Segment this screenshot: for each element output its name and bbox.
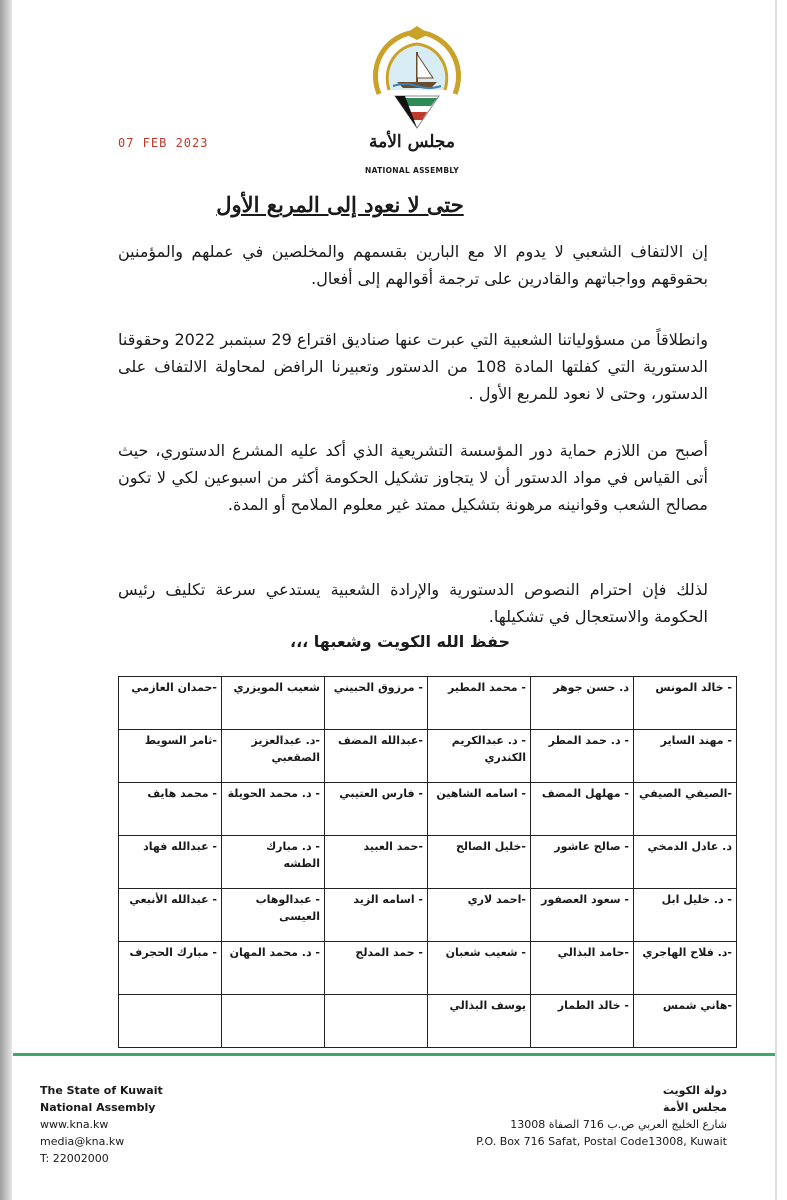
paragraph-1: إن الالتفاف الشعبي لا يدوم الا مع البارين بقسمهم والمخلصين في عملهم والمؤمنين بحقوقهم وواجباتهم والقادرين على ترجمة أقوالهم إلى أفعال. xyxy=(118,242,708,288)
signer-cell: - د. عبدالكريم الكندري xyxy=(428,730,531,783)
signer-cell: -د. فلاح الهاجري xyxy=(634,942,737,995)
signer-cell: - شعيب شعبان xyxy=(428,942,531,995)
signer-cell: - اسامه الزيد xyxy=(325,889,428,942)
signer-cell: -الصيفي الصيفي xyxy=(634,783,737,836)
signer-cell: - محمد هايف xyxy=(119,783,222,836)
signer-cell: -حمد العبيد xyxy=(325,836,428,889)
paragraph-2: وانطلاقاً من مسؤولياتنا الشعبية التي عبرت عنها صناديق اقتراع 29 سبتمبر 2022 وحقوقنا الدستورية التي كفلتها المادة 108 من الدستور وتعبيرنا الرافض لمحاولة الالتفاف على الدستور، وحتى لا نعود للمربع الأول . xyxy=(118,330,709,403)
footer-contact-en xyxy=(40,1082,163,1167)
signer-cell: - حمد المدلج xyxy=(325,942,428,995)
page-edge-right xyxy=(775,0,777,1200)
signer-cell: -د. عبدالعزيز الصقعبي xyxy=(222,730,325,783)
footer-state-ar: دولة الكويت xyxy=(662,1084,727,1097)
signer-cell: يوسف البذالي xyxy=(428,995,531,1048)
signer-cell: - فارس العتيبي xyxy=(325,783,428,836)
signer-cell: -احمد لاري xyxy=(428,889,531,942)
footer-phone: T: 22002000 xyxy=(40,1152,109,1165)
footer-state: The State of Kuwait xyxy=(40,1084,163,1097)
signer-cell: شعيب المويزري xyxy=(222,677,325,730)
table-row xyxy=(119,730,737,783)
signer-cell: - مهلهل المضف xyxy=(531,783,634,836)
signer-cell: -خليل الصالح xyxy=(428,836,531,889)
signer-cell: - مبارك الحجرف xyxy=(119,942,222,995)
kuwait-emblem-icon xyxy=(367,24,467,134)
footer-assembly-ar: مجلس الأمة xyxy=(662,1101,727,1114)
signer-cell: -هاني شمس xyxy=(634,995,737,1048)
signers-table xyxy=(118,676,737,1048)
signer-cell: - د. محمد المهان xyxy=(222,942,325,995)
signer-cell xyxy=(222,995,325,1048)
table-row xyxy=(119,677,737,730)
footer-divider xyxy=(13,1053,775,1056)
signer-cell: - عبدالوهاب العيسى xyxy=(222,889,325,942)
signer-cell: - سعود العصفور xyxy=(531,889,634,942)
signer-cell: - اسامه الشاهين xyxy=(428,783,531,836)
signer-cell: د. عادل الدمخي xyxy=(634,836,737,889)
signer-cell: -حمدان العازمي xyxy=(119,677,222,730)
signer-cell: -عبدالله المضف xyxy=(325,730,428,783)
signer-cell: -ثامر السويط xyxy=(119,730,222,783)
signer-cell: - خالد الطمار xyxy=(531,995,634,1048)
signer-cell xyxy=(119,995,222,1048)
national-assembly-name-ar: مجلس الأمة xyxy=(369,132,455,152)
signer-cell: - عبدالله فهاد xyxy=(119,836,222,889)
signer-cell: - د. خليل ابل xyxy=(634,889,737,942)
signer-cell xyxy=(325,995,428,1048)
signer-cell: - صالح عاشور xyxy=(531,836,634,889)
footer-website: www.kna.kw xyxy=(40,1118,109,1131)
signer-cell: - مرزوق الحبيني xyxy=(325,677,428,730)
footer-assembly: National Assembly xyxy=(40,1101,156,1114)
footer-address-ar: شارع الخليج العربي ص.ب 716 الصفاة 13008 xyxy=(510,1118,727,1131)
footer-email: media@kna.kw xyxy=(40,1135,125,1148)
paragraph-4: لذلك فإن احترام النصوص الدستورية والإرادة الشعبية يستدعي سرعة تكليف رئيس الحكومة والاستعجال في تشكيلها. xyxy=(118,580,708,626)
signer-cell: - د. مبارك الطشه xyxy=(222,836,325,889)
table-row xyxy=(119,889,737,942)
document-title: حتى لا نعود إلى المربع الأول xyxy=(216,192,464,217)
page-edge xyxy=(0,0,12,1200)
footer-address-en: P.O. Box 716 Safat, Postal Code13008, Kuwait xyxy=(476,1135,727,1148)
signer-cell: د. حسن جوهر xyxy=(531,677,634,730)
signer-cell: - محمد المطير xyxy=(428,677,531,730)
signer-cell: - د. محمد الحويلة xyxy=(222,783,325,836)
signer-cell: -حامد البذالي xyxy=(531,942,634,995)
national-assembly-name-en: NATIONAL ASSEMBLY xyxy=(365,166,459,175)
table-row xyxy=(119,836,737,889)
footer-contact-ar xyxy=(427,1082,727,1150)
paragraph-3: أصبح من اللازم حماية دور المؤسسة التشريعية الذي أكد عليه المشرع الدستوري، حيث أتى القياس في مواد الدستور أن لا يتجاوز تشكيل الحكومة أكثر من اسبوعين لكي لا تكون مصالح الشعب وقوانينه مرهونة بتشكيل ممتد غير معلوم الملامح أو المدة. xyxy=(118,441,708,514)
date-stamp: 07 FEB 2023 xyxy=(118,136,209,150)
table-row xyxy=(119,995,737,1048)
signer-cell: - د. حمد المطر xyxy=(531,730,634,783)
signer-cell: - عبدالله الأنبعي xyxy=(119,889,222,942)
table-row xyxy=(119,783,737,836)
signer-cell: - خالد المونس xyxy=(634,677,737,730)
closing-line: حفظ الله الكويت وشعبها ،،، xyxy=(289,632,510,651)
table-row xyxy=(119,942,737,995)
signer-cell: - مهند الساير xyxy=(634,730,737,783)
